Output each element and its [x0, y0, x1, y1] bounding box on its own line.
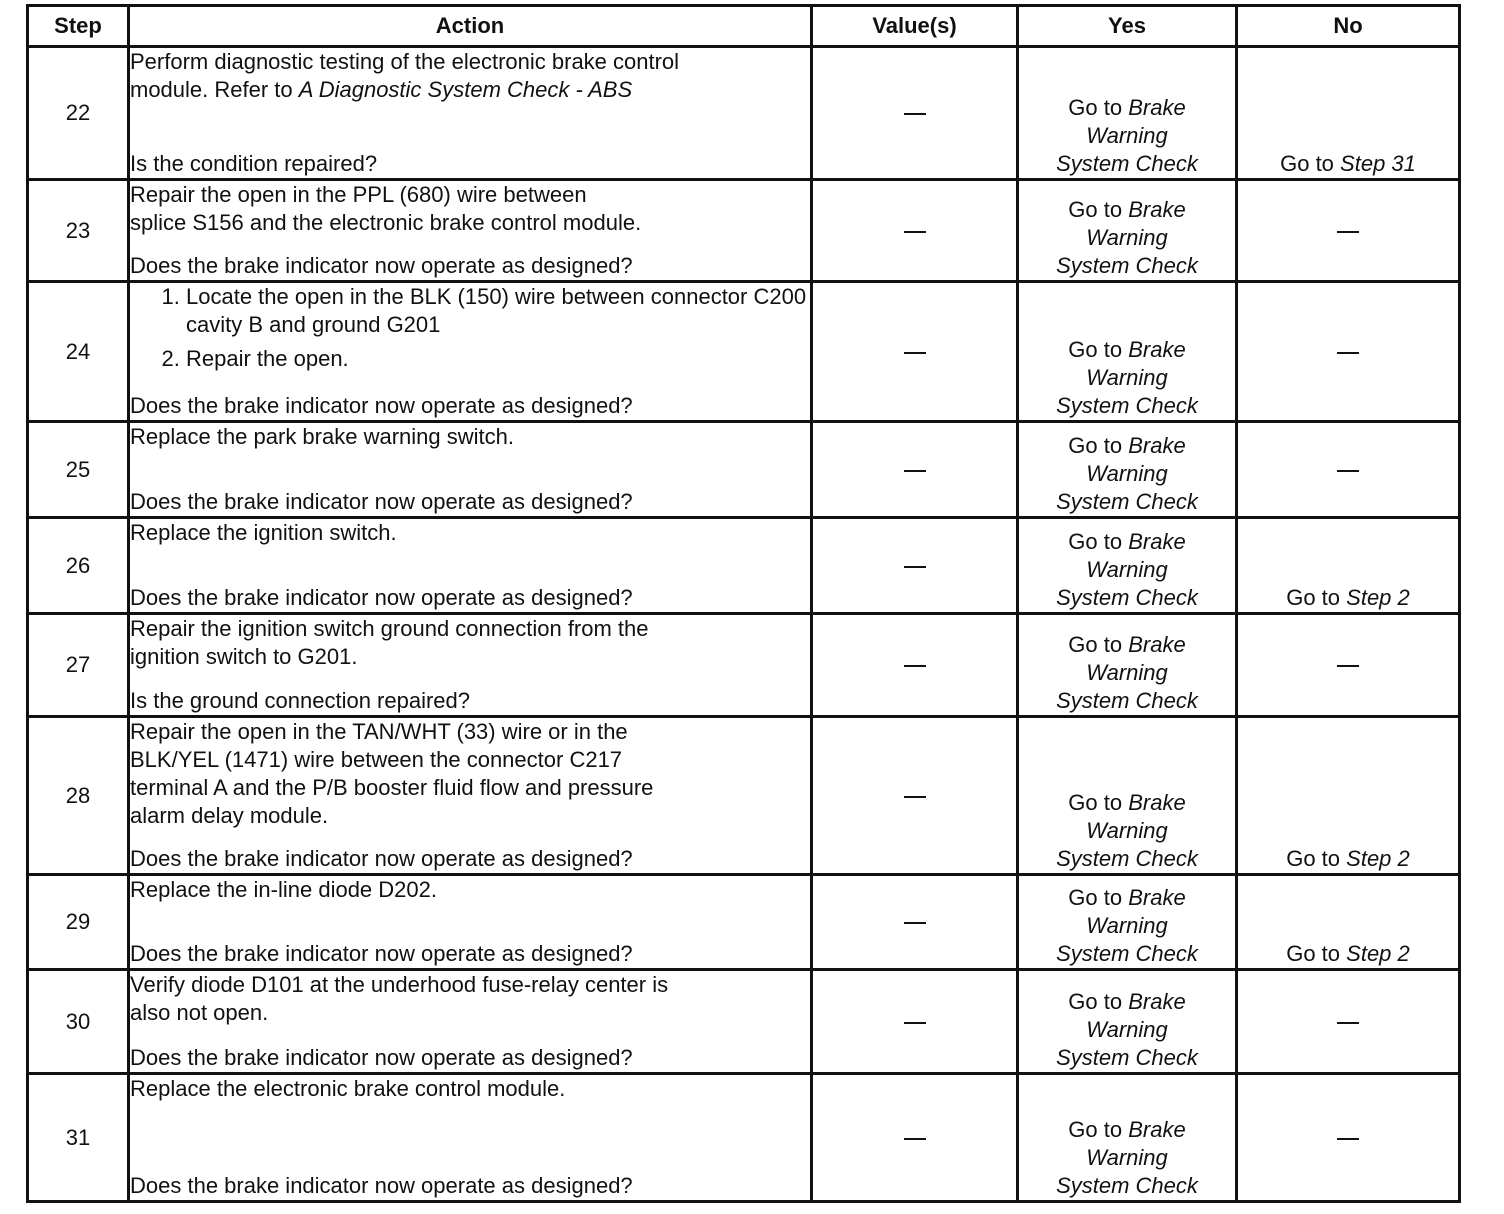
yes-target-brake: Brake	[1128, 632, 1186, 657]
no-cell	[1237, 518, 1460, 614]
yes-line-1	[1019, 884, 1235, 912]
step-number: 25	[28, 422, 129, 518]
diagnostic-table	[26, 4, 1461, 1203]
action-content	[130, 519, 810, 612]
yes-target-system-check: System Check	[1056, 253, 1198, 278]
table-row	[28, 1074, 1460, 1202]
value-dash	[904, 1022, 926, 1024]
value-cell	[812, 1074, 1018, 1202]
table-row	[28, 614, 1460, 717]
yes-prefix: Go to	[1068, 989, 1123, 1014]
header-values: Value(s)	[812, 6, 1018, 47]
action-step-item: 1. Locate the open in the BLK (150) wire between connector C200 cavity B and ground G201	[186, 283, 810, 345]
action-content	[130, 283, 810, 420]
yes-target-warning: Warning	[1086, 818, 1168, 843]
action-line: Replace the in-line diode D202.	[130, 877, 437, 902]
value-dash	[904, 796, 926, 798]
action-text	[130, 48, 810, 104]
action-cell	[129, 282, 812, 422]
action-question: Does the brake indicator now operate as designed?	[130, 393, 633, 418]
value-cell	[812, 47, 1018, 180]
header-row	[28, 6, 1460, 47]
spacer	[130, 547, 810, 577]
yes-line-1	[1019, 432, 1235, 460]
action-line: module. Refer to	[130, 77, 299, 102]
no-dash	[1337, 231, 1359, 233]
header-action: Action	[129, 6, 812, 47]
action-line: Perform diagnostic testing of the electronic brake control	[130, 49, 680, 74]
no-cell	[1237, 422, 1460, 518]
step-number: 29	[28, 875, 129, 970]
action-cell	[129, 875, 812, 970]
action-cell	[129, 518, 812, 614]
action-text	[130, 1075, 810, 1103]
yes-target-system-check: System Check	[1056, 393, 1198, 418]
action-text	[130, 615, 810, 671]
no-target: Step 31	[1340, 151, 1416, 176]
action-question: Is the condition repaired?	[130, 151, 378, 176]
yes-prefix: Go to	[1068, 95, 1123, 120]
yes-target-system-check: System Check	[1056, 941, 1198, 966]
no-cell	[1237, 970, 1460, 1074]
action-line: splice S156 and the electronic brake control module.	[130, 210, 642, 235]
action-line: terminal A and the P/B booster fluid flow and pressure	[130, 775, 654, 800]
action-text	[130, 519, 810, 547]
table-row	[28, 875, 1460, 970]
action-content	[130, 423, 810, 516]
action-content	[130, 181, 810, 280]
value-dash	[904, 352, 926, 354]
yes-prefix: Go to	[1068, 197, 1123, 222]
yes-line-1	[1019, 196, 1235, 224]
yes-target-system-check: System Check	[1056, 585, 1198, 610]
action-question: Does the brake indicator now operate as designed?	[130, 941, 633, 966]
action-cell	[129, 717, 812, 875]
yes-line-1	[1019, 1116, 1235, 1144]
value-dash	[904, 922, 926, 924]
yes-target-warning: Warning	[1086, 913, 1168, 938]
spacer	[130, 1103, 810, 1165]
yes-cell	[1018, 180, 1237, 282]
value-cell	[812, 422, 1018, 518]
yes-target-system-check: System Check	[1056, 489, 1198, 514]
yes-target-warning: Warning	[1086, 1017, 1168, 1042]
action-line: alarm delay module.	[130, 803, 329, 828]
no-target: Step 2	[1346, 585, 1410, 610]
action-cell	[129, 47, 812, 180]
action-question: Does the brake indicator now operate as designed?	[130, 1045, 633, 1070]
no-dash	[1337, 352, 1359, 354]
action-content	[130, 615, 810, 715]
no-prefix: Go to	[1280, 151, 1334, 176]
action-text	[130, 876, 810, 904]
action-line: Repair the ignition switch ground connection from the	[130, 616, 649, 641]
yes-cell	[1018, 970, 1237, 1074]
no-target: Step 2	[1346, 846, 1410, 871]
action-line: Replace the electronic brake control module.	[130, 1076, 566, 1101]
yes-line-1	[1019, 631, 1235, 659]
value-dash	[904, 231, 926, 233]
action-question: Does the brake indicator now operate as designed?	[130, 253, 633, 278]
yes-prefix: Go to	[1068, 433, 1123, 458]
yes-line-1	[1019, 988, 1235, 1016]
yes-target-brake: Brake	[1128, 197, 1186, 222]
action-line: Replace the park brake warning switch.	[130, 424, 514, 449]
yes-cell	[1018, 518, 1237, 614]
no-dash	[1337, 1138, 1359, 1140]
yes-line-1	[1019, 789, 1235, 817]
yes-target-brake: Brake	[1128, 433, 1186, 458]
table-row	[28, 518, 1460, 614]
yes-cell	[1018, 47, 1237, 180]
yes-target-brake: Brake	[1128, 95, 1186, 120]
action-line: BLK/YEL (1471) wire between the connector C217	[130, 747, 623, 772]
yes-target-brake: Brake	[1128, 790, 1186, 815]
spacer	[130, 671, 810, 680]
step-number: 31	[28, 1074, 129, 1202]
table-row	[28, 180, 1460, 282]
no-prefix: Go to	[1286, 585, 1341, 610]
value-cell	[812, 180, 1018, 282]
yes-target-brake: Brake	[1128, 1117, 1186, 1142]
spacer	[130, 237, 810, 245]
value-cell	[812, 717, 1018, 875]
yes-target-warning: Warning	[1086, 123, 1168, 148]
action-question: Does the brake indicator now operate as designed?	[130, 846, 633, 871]
yes-target-system-check: System Check	[1056, 151, 1198, 176]
header-no: No	[1237, 6, 1460, 47]
yes-cell	[1018, 717, 1237, 875]
no-target: Step 2	[1346, 941, 1410, 966]
no-prefix: Go to	[1286, 846, 1341, 871]
value-dash	[904, 566, 926, 568]
no-cell	[1237, 717, 1460, 875]
action-question: Does the brake indicator now operate as designed?	[130, 585, 633, 610]
table-row	[28, 47, 1460, 180]
yes-prefix: Go to	[1068, 337, 1123, 362]
no-cell	[1237, 1074, 1460, 1202]
step-number: 27	[28, 614, 129, 717]
action-content	[130, 718, 810, 873]
action-line: Repair the open in the PPL (680) wire between	[130, 182, 587, 207]
action-text	[130, 283, 810, 379]
no-cell	[1237, 282, 1460, 422]
no-cell	[1237, 875, 1460, 970]
no-dash	[1337, 1022, 1359, 1024]
action-cell	[129, 422, 812, 518]
yes-cell	[1018, 422, 1237, 518]
no-dash	[1337, 665, 1359, 667]
spacer	[130, 830, 810, 838]
yes-target-brake: Brake	[1128, 989, 1186, 1014]
step-number: 23	[28, 180, 129, 282]
yes-cell	[1018, 282, 1237, 422]
yes-target-system-check: System Check	[1056, 1173, 1198, 1198]
header-yes: Yes	[1018, 6, 1237, 47]
step-number: 30	[28, 970, 129, 1074]
yes-prefix: Go to	[1068, 790, 1123, 815]
spacer	[130, 451, 810, 481]
action-question: Is the ground connection repaired?	[130, 688, 471, 713]
value-dash	[904, 113, 926, 115]
action-text	[130, 971, 810, 1027]
action-question: Does the brake indicator now operate as designed?	[130, 489, 633, 514]
action-line: Verify diode D101 at the underhood fuse-relay center is	[130, 972, 669, 997]
step-number: 26	[28, 518, 129, 614]
no-dash	[1337, 470, 1359, 472]
yes-line-1	[1019, 336, 1235, 364]
no-cell	[1237, 614, 1460, 717]
step-number: 24	[28, 282, 129, 422]
yes-cell	[1018, 614, 1237, 717]
yes-target-brake: Brake	[1128, 337, 1186, 362]
value-cell	[812, 875, 1018, 970]
value-cell	[812, 614, 1018, 717]
yes-target-system-check: System Check	[1056, 846, 1198, 871]
spacer	[130, 1027, 810, 1037]
yes-prefix: Go to	[1068, 885, 1123, 910]
yes-prefix: Go to	[1068, 529, 1123, 554]
yes-cell	[1018, 875, 1237, 970]
action-reference: A Diagnostic System Check - ABS	[298, 77, 633, 102]
action-step-item: 2. Repair the open.	[186, 345, 810, 379]
action-text	[130, 718, 810, 830]
value-cell	[812, 282, 1018, 422]
yes-line-1	[1019, 528, 1235, 556]
yes-target-brake: Brake	[1128, 529, 1186, 554]
action-line: Repair the open in the TAN/WHT (33) wire or in the	[130, 719, 628, 744]
action-cell	[129, 614, 812, 717]
no-cell	[1237, 47, 1460, 180]
value-cell	[812, 970, 1018, 1074]
yes-target-warning: Warning	[1086, 461, 1168, 486]
action-line: ignition switch to G201.	[130, 644, 358, 669]
yes-target-system-check: System Check	[1056, 688, 1198, 713]
value-dash	[904, 665, 926, 667]
yes-target-warning: Warning	[1086, 660, 1168, 685]
table-row	[28, 282, 1460, 422]
action-content	[130, 1075, 810, 1200]
yes-prefix: Go to	[1068, 1117, 1123, 1142]
value-cell	[812, 518, 1018, 614]
value-dash	[904, 1138, 926, 1140]
yes-target-warning: Warning	[1086, 365, 1168, 390]
table-row	[28, 970, 1460, 1074]
action-steps-list	[130, 283, 810, 379]
no-cell	[1237, 180, 1460, 282]
action-cell	[129, 970, 812, 1074]
yes-target-warning: Warning	[1086, 225, 1168, 250]
yes-target-warning: Warning	[1086, 557, 1168, 582]
step-number: 28	[28, 717, 129, 875]
yes-prefix: Go to	[1068, 632, 1123, 657]
action-text	[130, 181, 810, 237]
step-number: 22	[28, 47, 129, 180]
action-content	[130, 876, 810, 968]
action-content	[130, 971, 810, 1072]
yes-target-system-check: System Check	[1056, 1045, 1198, 1070]
action-question: Does the brake indicator now operate as designed?	[130, 1173, 633, 1198]
action-content	[130, 48, 810, 178]
yes-target-warning: Warning	[1086, 1145, 1168, 1170]
value-dash	[904, 470, 926, 472]
yes-line-1	[1019, 94, 1235, 122]
no-prefix: Go to	[1286, 941, 1341, 966]
action-text	[130, 423, 810, 451]
action-cell	[129, 1074, 812, 1202]
yes-cell	[1018, 1074, 1237, 1202]
spacer	[130, 904, 810, 933]
header-step: Step	[28, 6, 129, 47]
spacer	[130, 104, 810, 143]
table-row	[28, 422, 1460, 518]
action-cell	[129, 180, 812, 282]
action-line: Replace the ignition switch.	[130, 520, 397, 545]
yes-target-brake: Brake	[1128, 885, 1186, 910]
table-row	[28, 717, 1460, 875]
action-line: also not open.	[130, 1000, 269, 1025]
table-body	[28, 47, 1460, 1202]
